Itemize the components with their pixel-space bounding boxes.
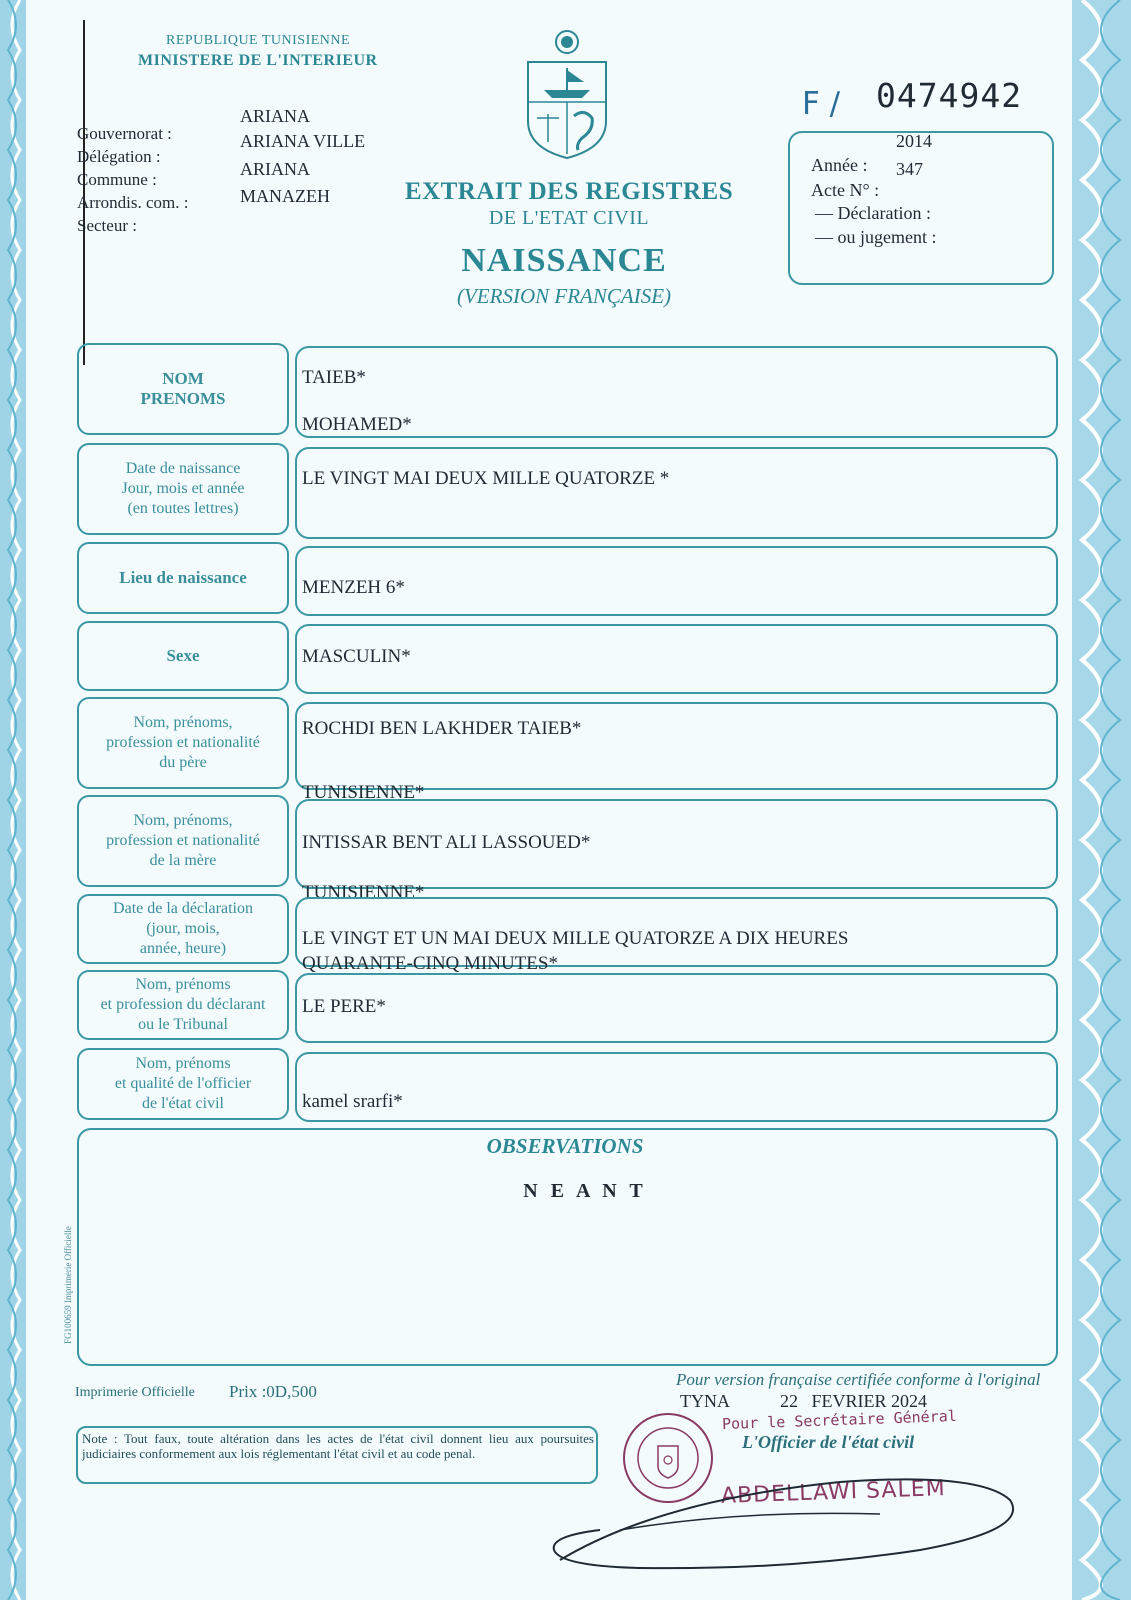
row-sexe-label: Sexe [77, 621, 289, 691]
label-gouvernorat: Gouvernorat : [77, 124, 172, 143]
value-mere-nationalite: TUNISIENNE* [302, 882, 425, 903]
declaration-label: — Déclaration : [815, 203, 931, 223]
tunisia-coat-of-arms [522, 26, 612, 162]
certification-date: 22 FEVRIER 2024 [780, 1391, 928, 1411]
title-extrait: EXTRAIT DES REGISTRES [404, 178, 734, 205]
jugement-label: — ou jugement : [815, 227, 937, 247]
title-etat-civil: DE L'ETAT CIVIL [488, 207, 650, 229]
officer-title: L'Officier de l'état civil [742, 1432, 915, 1452]
value-lieu-naissance: MENZEH 6* [302, 577, 405, 598]
certification-text: Pour version française certifiée conforme à l'original [676, 1370, 1041, 1389]
row-date-naissance-label: Date de naissance Jour, mois et année (en toutes lettres) [77, 443, 289, 535]
observations-value: N E A N T [523, 1180, 647, 1202]
side-printer-code: FG100659 Imprimerie Officielle [63, 1226, 73, 1344]
ministry-label: MINISTERE DE L'INTERIEUR [138, 52, 378, 69]
row-date-naissance-value-box [295, 447, 1058, 539]
value-delegation: ARIANA VILLE [240, 131, 366, 151]
serial-prefix: F / [802, 86, 841, 122]
signatory-stamp: ABDELLAWI SALEM [720, 1476, 947, 1509]
value-mere: INTISSAR BENT ALI LASSOUED* [302, 832, 591, 853]
row-date-declaration-label: Date de la déclaration (jour, mois, année, heure) [77, 894, 289, 964]
value-officier: kamel srarfi* [302, 1091, 403, 1112]
acte-label: Acte N° : [811, 180, 880, 200]
serial-number: 0474942 [876, 76, 1023, 115]
value-prenom: MOHAMED* [302, 414, 412, 435]
row-pere-label: Nom, prénoms, profession et nationalité du père [77, 697, 289, 789]
secretary-stamp-text: Pour le Secrétaire Général [721, 1406, 958, 1434]
left-guilloche-border [0, 0, 26, 1600]
row-officier-label: Nom, prénoms et qualité de l'officier de l'état civil [77, 1048, 289, 1120]
prix-label: Prix :0D,500 [229, 1382, 317, 1401]
value-arrondissement: MANAZEH [240, 186, 330, 206]
row-pere-value-box [295, 702, 1058, 790]
title-version: (VERSION FRANÇAISE) [456, 284, 672, 308]
observations-box [77, 1128, 1058, 1366]
row-mere-label: Nom, prénoms, profession et nationalité de la mère [77, 795, 289, 887]
note-text: Note : Tout faux, toute altération dans les actes de l'état civil donnent lieu aux poursuites judiciaires conformement aux lois réglementant l'état civil et au code penal. [82, 1431, 594, 1461]
annee-value: 2014 [896, 131, 932, 151]
right-guilloche-border [1072, 0, 1131, 1600]
row-officier-value-box [295, 1052, 1058, 1122]
value-pere: ROCHDI BEN LAKHDER TAIEB* [302, 718, 582, 739]
republic-label: REPUBLIQUE TUNISIENNE [166, 33, 351, 48]
value-date-naissance: LE VINGT MAI DEUX MILLE QUATORZE * [302, 468, 670, 489]
value-date-declaration-cont: QUARANTE-CINQ MINUTES* [302, 953, 558, 974]
certification-place: TYNA [680, 1391, 730, 1411]
title-naissance: NAISSANCE [461, 242, 667, 279]
handwritten-signature [540, 1470, 1040, 1590]
row-declarant-value-box [295, 973, 1058, 1043]
value-pere-nationalite: TUNISIENNE* [302, 782, 425, 803]
row-nom-label: NOM PRENOMS [77, 343, 289, 435]
annee-label: Année : [811, 155, 868, 175]
imprimerie-label: Imprimerie Officielle [75, 1385, 195, 1400]
value-sexe: MASCULIN* [302, 646, 411, 667]
label-secteur: Secteur : [77, 216, 137, 235]
label-commune: Commune : [77, 170, 157, 189]
observations-title: OBSERVATIONS [486, 1134, 644, 1158]
acte-value: 347 [896, 159, 923, 179]
value-declarant: LE PERE* [302, 996, 386, 1017]
label-delegation: Délégation : [77, 147, 161, 166]
label-arrondissement: Arrondis. com. : [77, 193, 189, 212]
row-declarant-label: Nom, prénoms et profession du déclarant ou le Tribunal [77, 970, 289, 1040]
value-commune: ARIANA [240, 159, 310, 179]
row-lieu-naissance-value-box [295, 546, 1058, 616]
value-nom: TAIEB* [302, 367, 366, 388]
value-gouvernorat: ARIANA [240, 106, 310, 126]
value-date-declaration: LE VINGT ET UN MAI DEUX MILLE QUATORZE A DIX HEURES [302, 928, 849, 949]
row-lieu-naissance-label: Lieu de naissance [77, 542, 289, 614]
